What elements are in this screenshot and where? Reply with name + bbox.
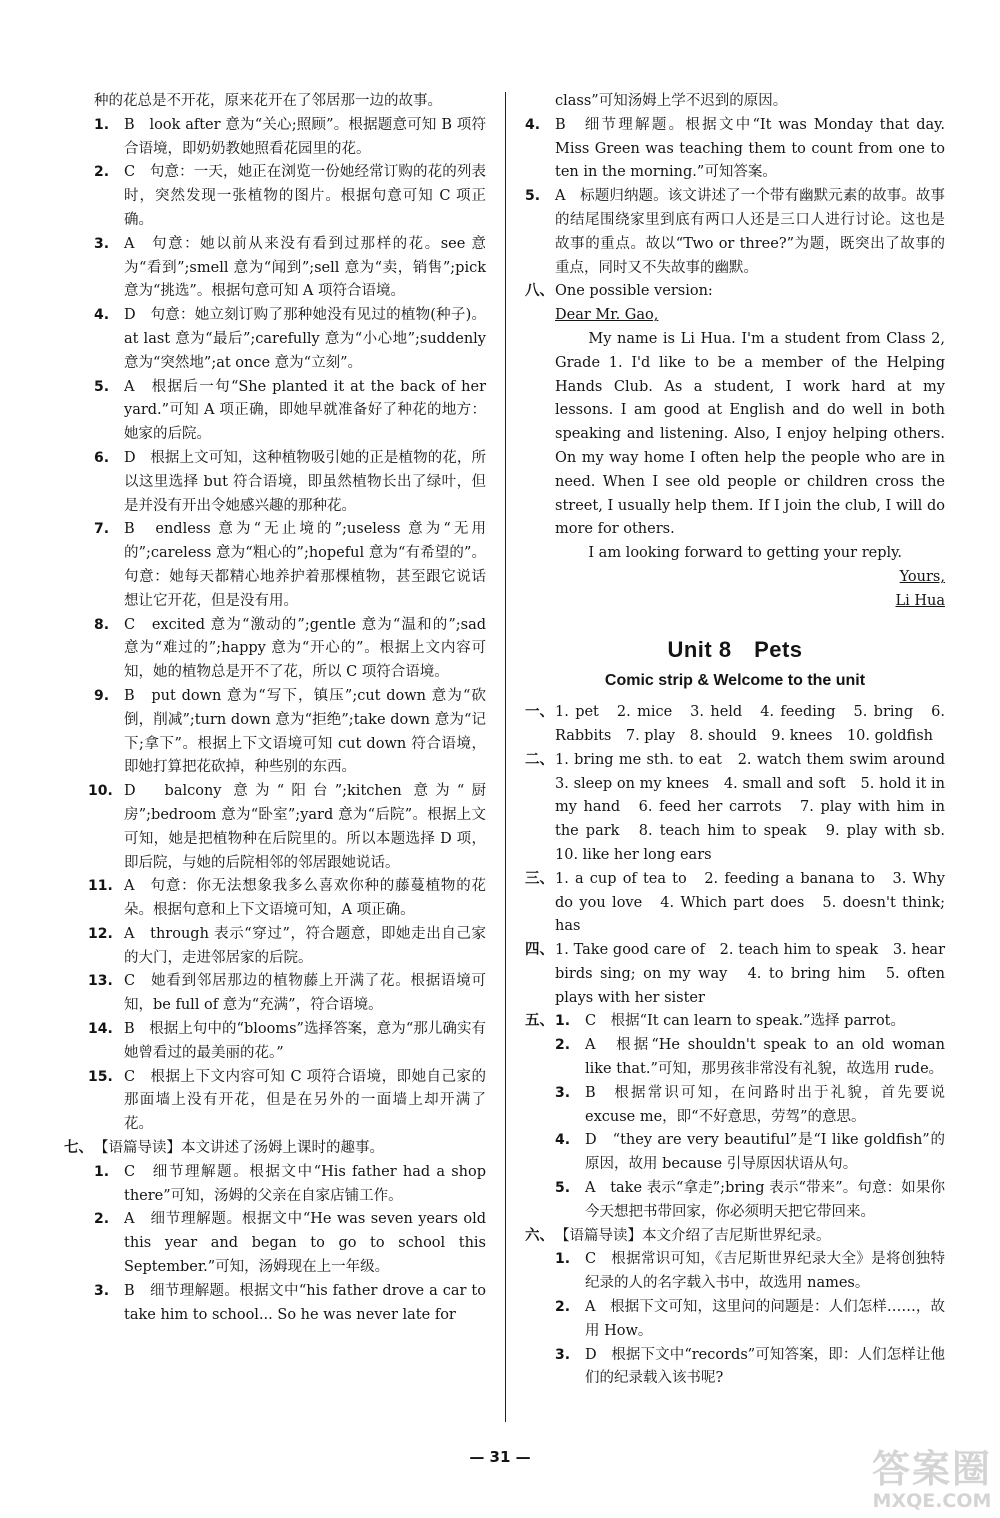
answer-item: 1. C 细节理解题。根据文中“His father had a shop there”可知，汤姆的父亲在自家店铺工作。: [94, 1163, 486, 1204]
answer-item: 2. A 根据“He shouldn't speak to an old woman like that.”可知，那男孩非常没有礼貌，故选用 rude。: [555, 1037, 945, 1078]
answer-item: 3. A 句意：她以前从来没有看到过那样的花。see 意为“看到”;smell 意为“闻到”;sell 意为“卖，销售”;pick 意为“挑选”。根据句意可知 A 项符合语境。: [94, 235, 486, 300]
answer-item: 2. C 句意：一天，她正在浏览一份她经常订购的花的列表时，突然发现一张植物的图片。根据句意可知 C 项正确。: [94, 164, 486, 228]
answer-item: 1. C 根据“It can learn to speak.”选择 parrot。: [555, 1013, 906, 1030]
letter-closing-line: I am looking forward to getting your reply.: [588, 545, 902, 562]
section-2: 二、 1. bring me sth. to eat 2. watch them swim around 3. sleep on my knees 4. small and soft 5. hold it in my hand 6. feed her carrots 7. play with him in the park 8. teach him to speak 9. play with sb. 10. like her long ears: [525, 751, 960, 863]
answer-item: 5. A 标题归纳题。该文讲述了一个带有幽默元素的故事。故事的结尾围绕家里到底有两口人还是三口人进行讨论。这也是故事的重点。故以“Two or three?”为题，既突出了故事的重点，同时又不失故事的幽默。: [525, 188, 945, 276]
answer-item: 3. B 细节理解题。根据文中“his father drove a car to take him to school... So he was never late for: [94, 1282, 486, 1323]
section-3: 三、 1. a cup of tea to 2. feeding a banana to 3. Why do you love 4. Which part does 5. doesn't think; has: [525, 870, 945, 935]
answer-item: 10. D balcony 意为“阳台”;kitchen 意为“厨房”;bedroom 意为“卧室”;yard 意为“后院”。根据上文可知，她是把植物种在后院里的。所以本题选择 D 项，即后院，与她的后院相邻的邻居跟她说话。: [88, 783, 486, 871]
answer-item: 2. A 根据下文可知，这里问的问题是：人们怎样……，故用 How。: [555, 1299, 945, 1339]
section-6-header: 六、 【语篇导读】本文介绍了吉尼斯世界纪录。: [525, 1227, 831, 1244]
answer-item: 5. A 根据后一句“She planted it at the back of her yard.”可知 A 项正确，即她早就准备好了种花的地方：她家的后院。: [94, 378, 486, 443]
answer-list-part6: [88, 114, 486, 1137]
answer-item: 13. C 她看到邻居那边的植物藤上开满了花。根据语境可知，be full of 意为“充满”，符合语境。: [88, 973, 486, 1014]
sample-letter: [525, 304, 945, 613]
answer-item: 4. B 细节理解题。根据文中“It was Monday that day. Miss Green was teaching them to count from one to ten in the morning.”可知答案。: [525, 116, 945, 181]
exercise-sections: [525, 701, 960, 1391]
answer-item: 7. B endless 意为“无止境的”;useless 意为“无用的”;careless 意为“粗心的”;hopeful 意为“有希望的”。句意：她每天都精心地养护着那棵植物，甚至跟它说话想让它开花，但是没有用。: [94, 521, 486, 609]
letter-greeting: Dear Mr. Gao,: [555, 307, 659, 324]
watermark-logo: 答案圈 MXQE.COM: [871, 1447, 992, 1512]
answer-item: 5. A take 表示“拿走”;bring 表示“带来”。句意：如果你今天想把书带回家，你必须明天把它带回来。: [555, 1180, 945, 1220]
left-column: [64, 90, 486, 1327]
section-5: 五、 1. C 根据“It can learn to speak.”选择 parrot。: [525, 1010, 945, 1034]
letter-body: My name is Li Hua. I'm a student from Class 2, Grade 1. I'd like to be a member of the Helping Hands Club. As a student, I work hard at my lessons. I am good at English and do well in both speaking and listening. Also, I enjoy helping others. On my way home I often help the people who are in need. When I see old people or children cross the street, I usually help them. If I join the club, I will do more for others.: [555, 330, 945, 538]
column-divider: [505, 92, 506, 1422]
answer-item: 3. D 根据下文中“records”可知答案，即：人们怎样让他们的纪录载入该书呢?: [555, 1346, 945, 1387]
page-number: — 31 —: [469, 1448, 531, 1466]
section-7-header: 七、 【语篇导读】本文讲述了汤姆上课时的趣事。: [64, 1140, 384, 1157]
answer-item: 6. D 根据上文可知，这种植物吸引她的正是植物的花，所以这里选择 but 符合语境，即虽然植物长出了绿叶，但是并没有开出令她感兴趣的那种花。: [94, 449, 486, 514]
answer-item: 4. D “they are very beautiful”是“I like goldfish”的原因，故用 because 引导原因状语从句。: [555, 1132, 945, 1173]
answer-item: 1. C 根据常识可知，《吉尼斯世界纪录大全》是将创独特纪录的人的名字载入书中，故选用 names。: [555, 1251, 945, 1292]
right-column: [525, 90, 960, 1391]
answer-item: 14. B 根据上句中的“blooms”选择答案，意为“那儿确实有她曾看过的最美丽的花。”: [88, 1021, 486, 1061]
answer-item: 3. B 根据常识可知，在问路时出于礼貌，首先要说 excuse me，即“不好意思，劳驾”的意思。: [555, 1084, 945, 1125]
answer-item: 9. B put down 意为“写下，镇压”;cut down 意为“砍倒，削减”;turn down 意为“拒绝”;take down 意为“记下;拿下”。根据上下文语境可知 cut down 符合语境，即她打算把花砍掉，种些别的东西。: [94, 687, 486, 776]
section-1: 一、 1. pet 2. mice 3. held 4. feeding 5. bring 6. Rabbits 7. play 8. should 9. knees 10. goldfish: [525, 704, 945, 744]
letter-signoff: Yours,: [899, 568, 945, 585]
unit-title: Unit 8 Pets: [667, 636, 803, 662]
intro-text: 种的花总是不开花，原来花开在了邻居那一边的故事。: [94, 93, 442, 109]
answer-item: 2. A 细节理解题。根据文中“He was seven years old this year and began to go to school this September.”可知，汤姆现在上一年级。: [94, 1211, 486, 1276]
answer-item: 1. B look after 意为“关心;照顾”。根据题意可知 B 项符合语境，即奶奶教她照看花园里的花。: [94, 116, 486, 157]
letter-signature: Li Hua: [895, 592, 945, 609]
answer-item: 15. C 根据上下文内容可知 C 项符合语境，即她自己家的那面墙上没有开花，但是在另外的一面墙上却开满了花。: [88, 1068, 486, 1133]
section-8-header: 八、 One possible version:: [525, 283, 713, 300]
section-4: 四、 1. Take good care of 2. teach him to speak 3. hear birds sing; on my way 4. to bring him 5. often plays with her sister: [525, 942, 945, 1006]
answer-item: 11. A 句意：你无法想象我多么喜欢你种的藤蔓植物的花朵。根据句意和上下文语境可知，A 项正确。: [88, 878, 486, 919]
unit-subtitle: Comic strip & Welcome to the unit: [604, 672, 866, 690]
continued-text: class”可知汤姆上学不迟到的原因。: [555, 93, 788, 109]
answer-item: 12. A through 表示“穿过”，符合题意，即她走出自己家的大门，走进邻居家的后院。: [88, 925, 486, 966]
answer-item: 4. D 句意：她立刻订购了那种她没有见过的植物(种子)。at last 意为“最后”;carefully 意为“小心地”;suddenly 意为“突然地”;at once 意为“立刻”。: [94, 307, 486, 371]
answer-item: 8. C excited 意为“激动的”;gentle 意为“温和的”;sad 意为“难过的”;happy 意为“开心的”。根据上文内容可知，她的植物总是开不了花，所以 C 项符合语境。: [94, 616, 486, 681]
